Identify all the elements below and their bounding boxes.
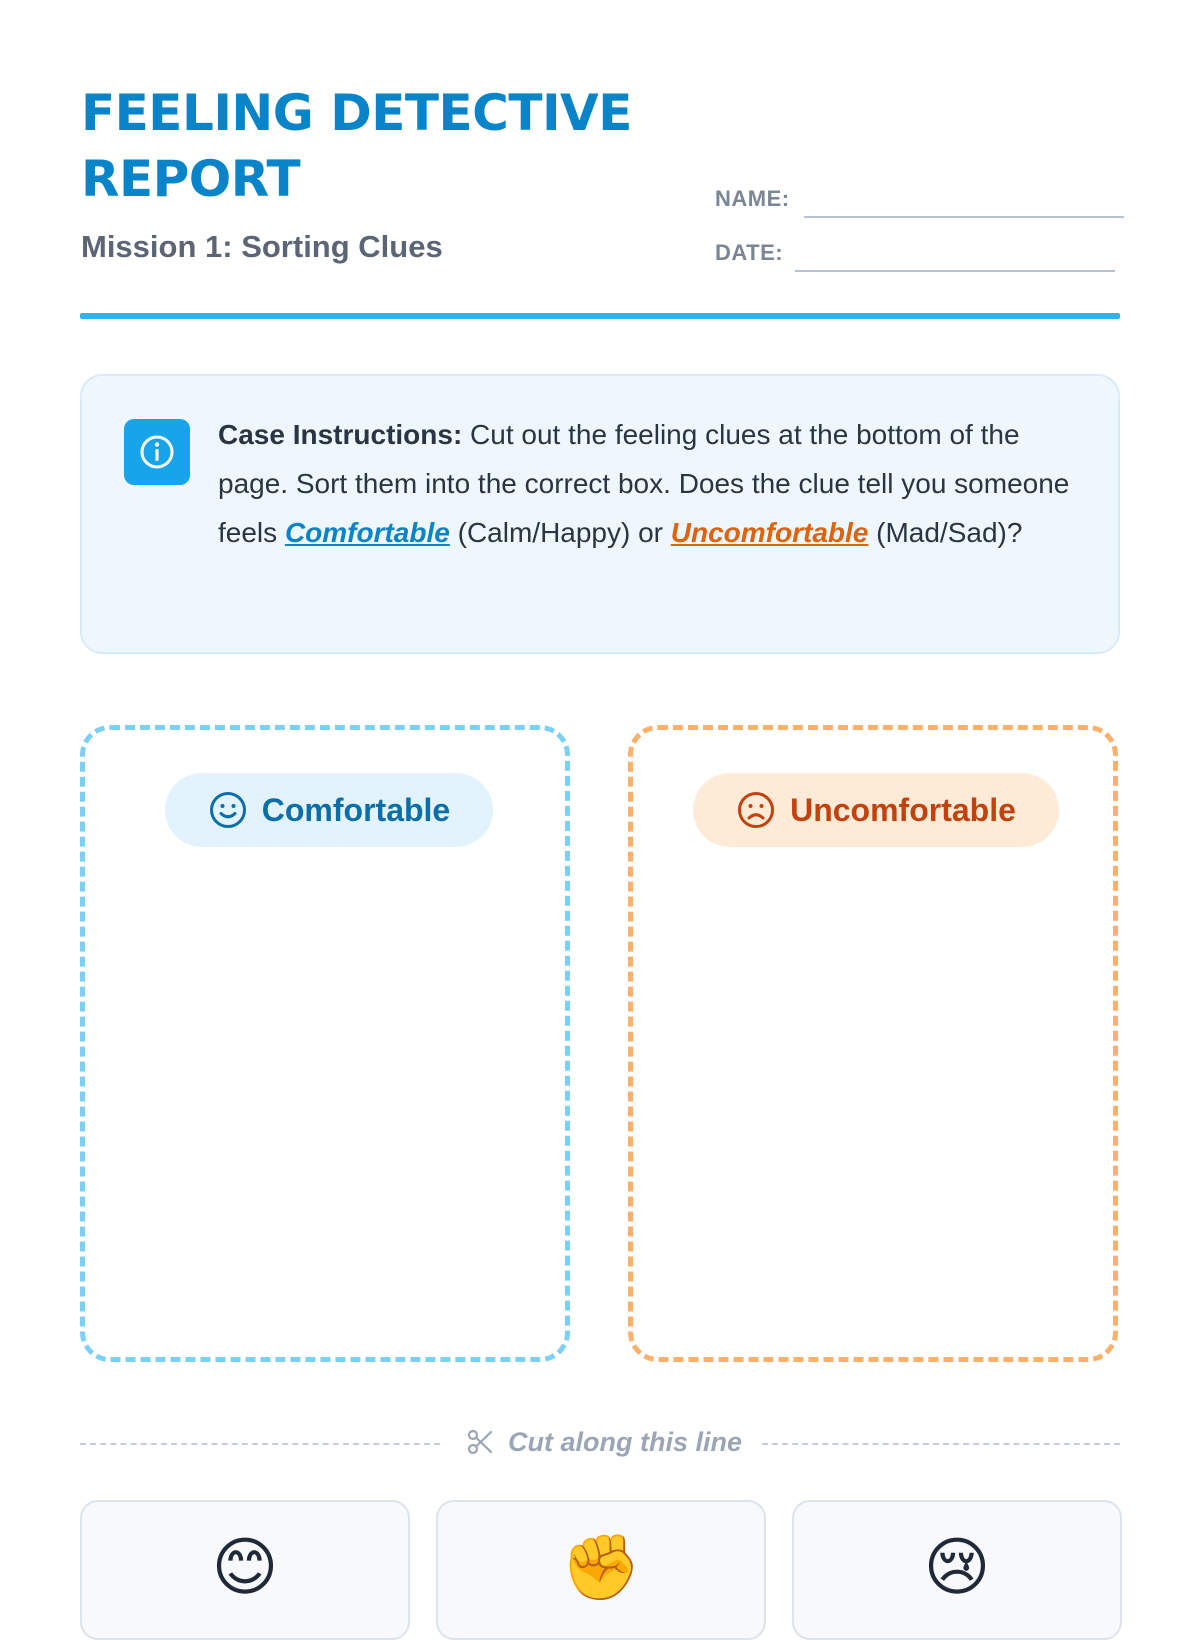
instructions-panel <box>80 374 1120 654</box>
uncomfortable-heading <box>693 773 1059 847</box>
cut-line-left <box>80 1443 440 1445</box>
comfortable-label: Comfortable <box>261 791 451 828</box>
smile-icon <box>208 790 248 830</box>
instructions-body-2: (Calm/Happy) or <box>449 517 671 548</box>
clue-card[interactable] <box>436 1500 766 1640</box>
info-icon <box>124 419 190 485</box>
mission-subtitle: Mission 1: Sorting Clues <box>81 229 443 264</box>
name-field[interactable] <box>804 216 1124 218</box>
comfortable-heading <box>165 773 493 847</box>
instructions-text <box>218 410 1088 557</box>
page-title: FEELING DETECTIVE REPORT <box>81 84 632 208</box>
raised-fist-icon: ✊ <box>561 1531 641 1605</box>
keyword-comfortable: Comfortable <box>284 517 450 548</box>
frown-icon <box>736 790 776 830</box>
date-label: DATE: <box>715 240 784 265</box>
date-field[interactable] <box>795 270 1115 272</box>
cut-line-text: Cut along this line <box>508 1426 742 1457</box>
instructions-body-1: Cut out the feeling clues at the bottom of the page. Sort them into the correct box. Does the clue tell you someone feels <box>218 419 1070 548</box>
name-label: NAME: <box>715 186 790 211</box>
cut-line-label <box>466 1422 750 1462</box>
header-divider <box>80 313 1120 319</box>
comfortable-sort-box[interactable] <box>80 725 570 1362</box>
uncomfortable-label: Uncomfortable <box>790 791 1016 828</box>
keyword-uncomfortable: Uncomfortable <box>670 517 869 548</box>
clue-card[interactable] <box>792 1500 1122 1640</box>
crying-face-icon: 😢 <box>923 1531 991 1605</box>
cut-line-right <box>762 1443 1120 1445</box>
instructions-body-3: (Mad/Sad)? <box>868 517 1023 548</box>
scissors-icon <box>466 1428 494 1456</box>
clue-card[interactable] <box>80 1500 410 1640</box>
smiling-face-icon: 😊 <box>211 1531 279 1605</box>
uncomfortable-sort-box[interactable] <box>628 725 1118 1362</box>
instructions-lead: Case Instructions: <box>218 419 463 450</box>
